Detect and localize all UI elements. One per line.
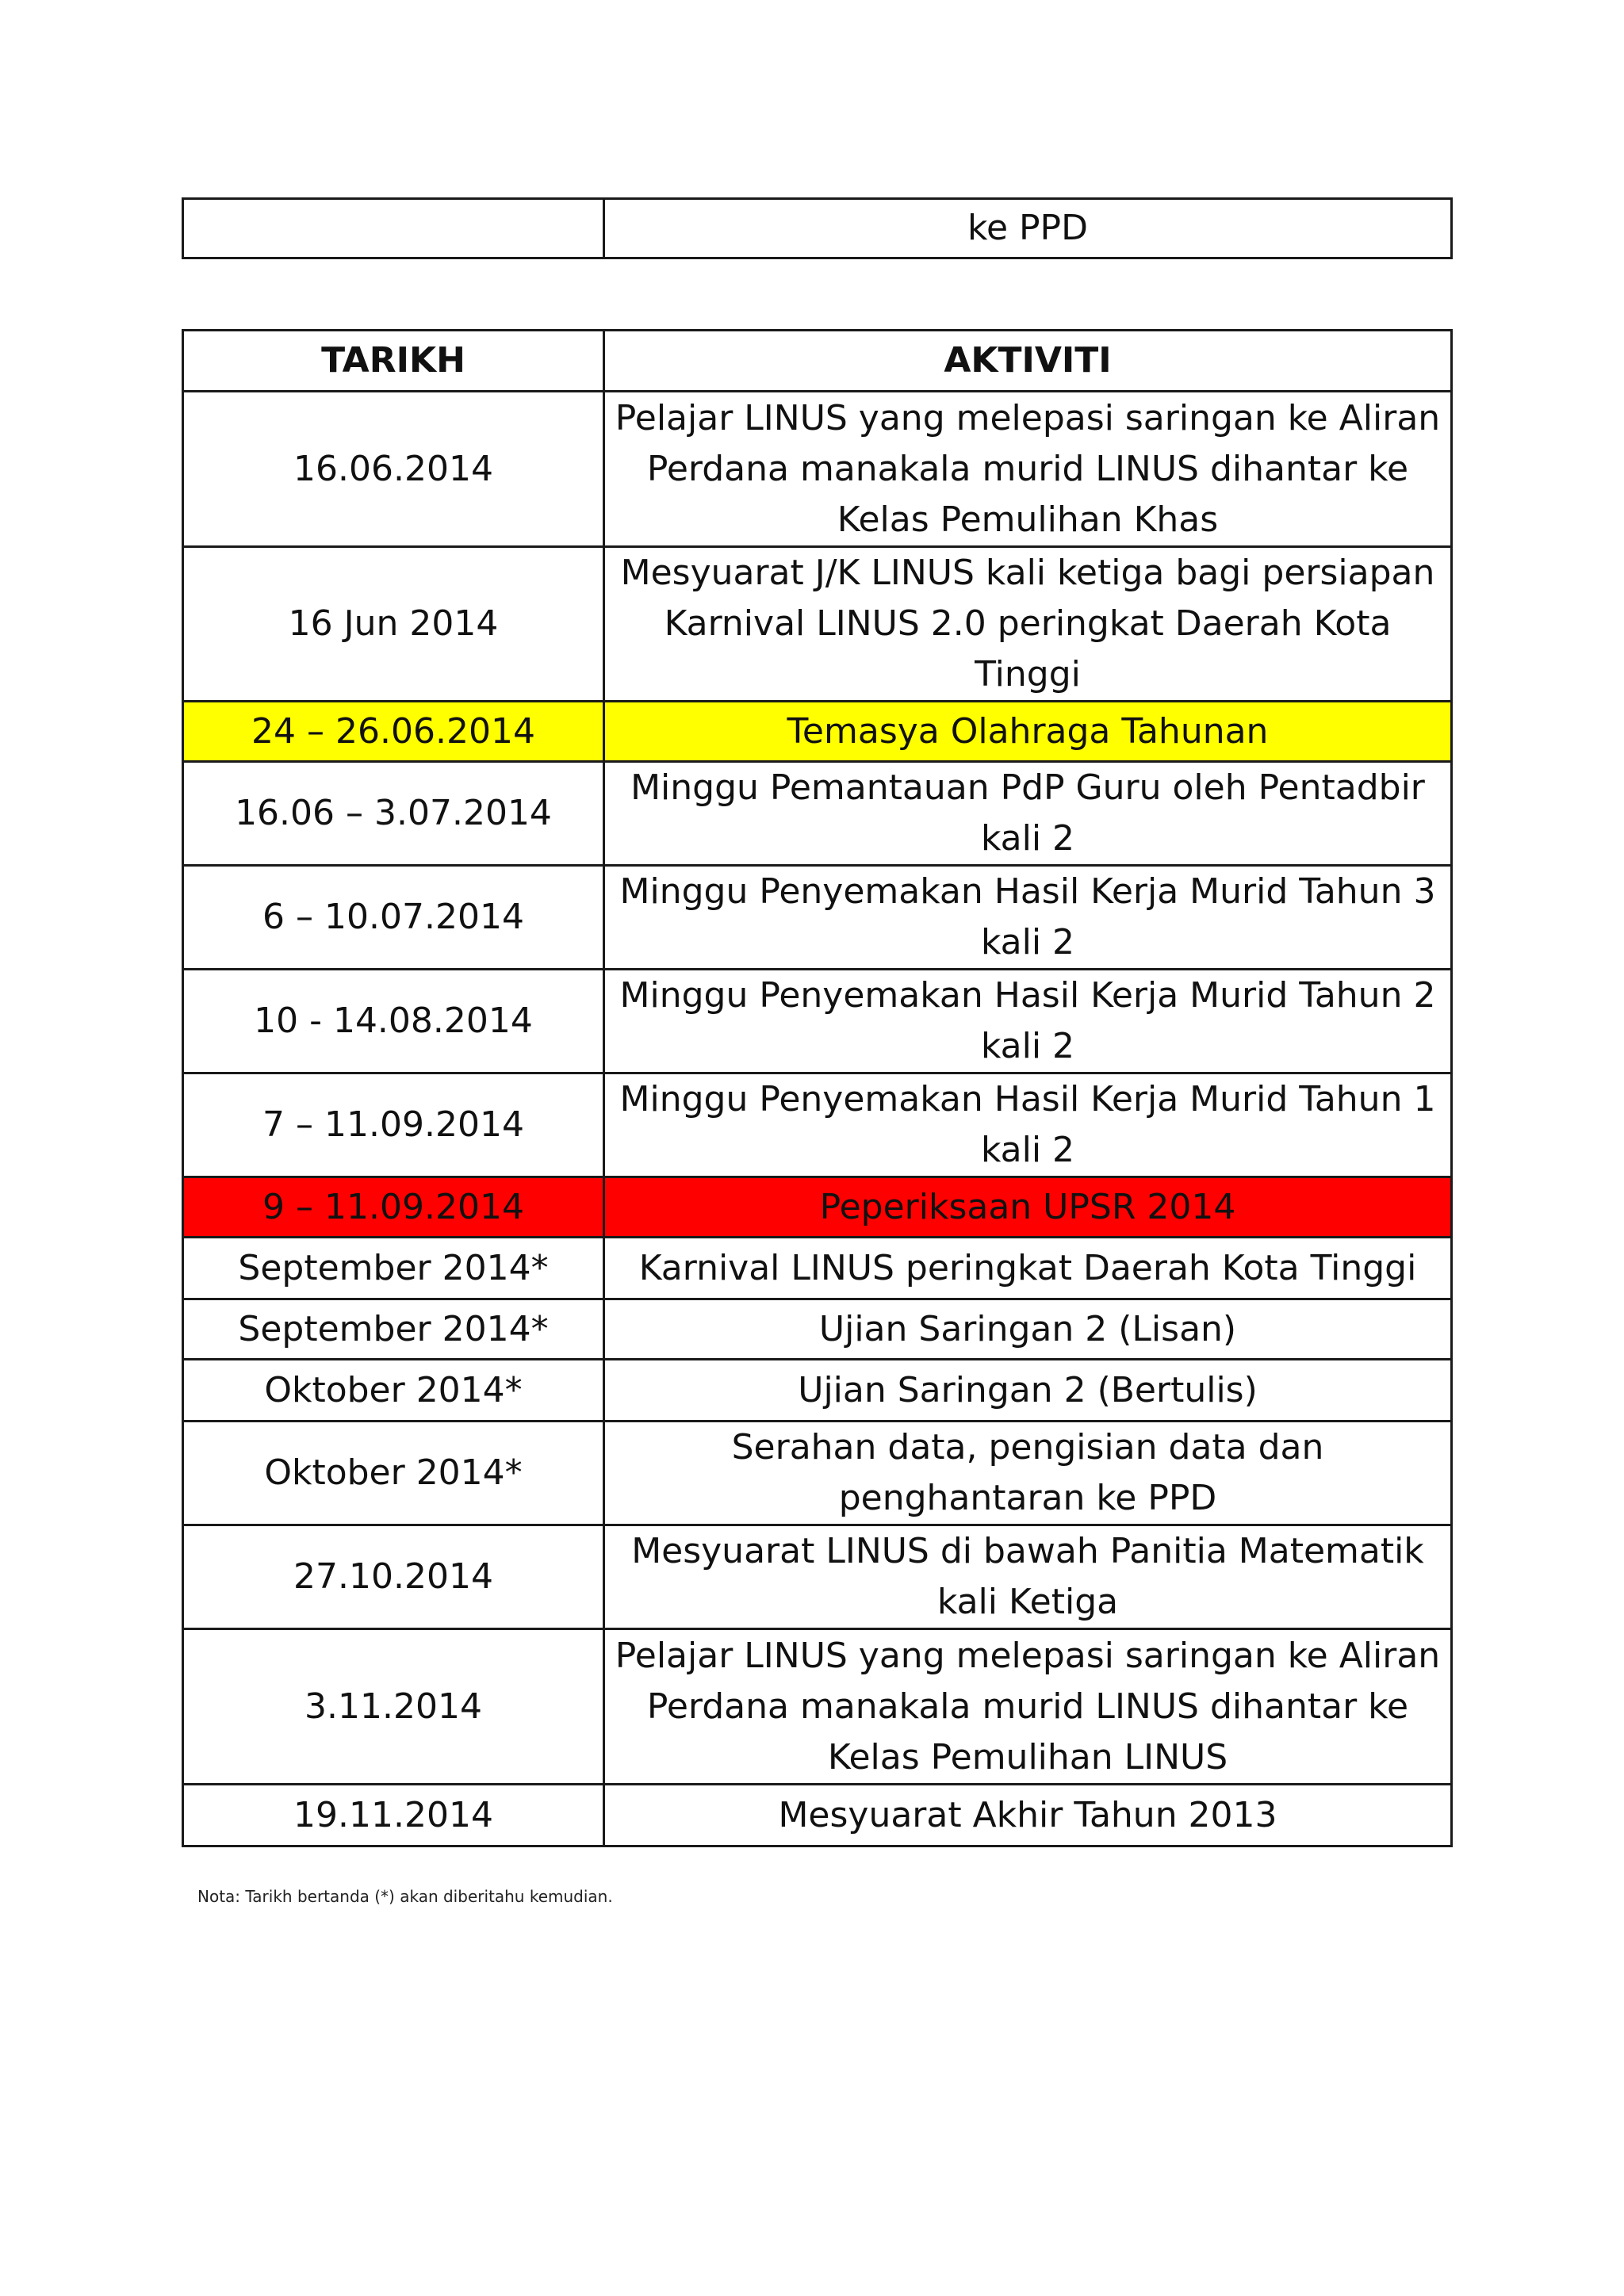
activity-cell: Minggu Pemantauan PdP Guru oleh Pentadbir kali 2 [604,762,1452,866]
table-row [183,547,1452,702]
activity-cell: Minggu Penyemakan Hasil Kerja Murid Tahun 2 kali 2 [604,970,1452,1073]
header-activity: AKTIVITI [604,331,1452,392]
activity-cell: Mesyuarat J/K LINUS kali ketiga bagi persiapan Karnival LINUS 2.0 peringkat Daerah Kota Tinggi [604,547,1452,702]
table-row [183,1525,1452,1629]
activity-cell: Mesyuarat LINUS di bawah Panitia Matematik kali Ketiga [604,1525,1452,1629]
activity-cell: Minggu Penyemakan Hasil Kerja Murid Tahun 1 kali 2 [604,1073,1452,1177]
date-cell: September 2014* [183,1238,604,1299]
date-cell: 3.11.2014 [183,1629,604,1785]
table-row [183,970,1452,1073]
date-cell: 16.06.2014 [183,392,604,547]
table-row [183,1299,1452,1360]
table-row-highlighted [183,1177,1452,1238]
activity-cell: Karnival LINUS peringkat Daerah Kota Tinggi [604,1238,1452,1299]
table-row [183,1360,1452,1422]
date-cell: 6 – 10.07.2014 [183,866,604,970]
table-row [183,762,1452,866]
activity-cell: Ujian Saringan 2 (Bertulis) [604,1360,1452,1422]
activity-cell: Mesyuarat Akhir Tahun 2013 [604,1785,1452,1846]
table-row [183,1238,1452,1299]
schedule-table [182,329,1453,1847]
activity-cell: Minggu Penyemakan Hasil Kerja Murid Tahun 3 kali 2 [604,866,1452,970]
activity-cell: Peperiksaan UPSR 2014 [604,1177,1452,1238]
date-cell: 16.06 – 3.07.2014 [183,762,604,866]
activity-cell: ke PPD [604,199,1452,258]
activity-cell: Pelajar LINUS yang melepasi saringan ke Aliran Perdana manakala murid LINUS dihantar ke Kelas Pemulihan LINUS [604,1629,1452,1785]
table-row [183,1629,1452,1785]
activity-cell: Serahan data, pengisian data dan penghantaran ke PPD [604,1422,1452,1525]
date-cell: 9 – 11.09.2014 [183,1177,604,1238]
date-cell: 16 Jun 2014 [183,547,604,702]
header-date: TARIKH [183,331,604,392]
activity-cell: Temasya Olahraga Tahunan [604,702,1452,762]
date-cell: September 2014* [183,1299,604,1360]
table-row [183,199,1452,258]
date-cell: Oktober 2014* [183,1422,604,1525]
date-cell: 10 - 14.08.2014 [183,970,604,1073]
date-cell: Oktober 2014* [183,1360,604,1422]
date-cell [183,199,604,258]
table-row [183,1073,1452,1177]
table-row [183,392,1452,547]
date-cell: 19.11.2014 [183,1785,604,1846]
continuation-table [182,197,1453,259]
table-row [183,1785,1452,1846]
activity-cell: Ujian Saringan 2 (Lisan) [604,1299,1452,1360]
table-row [183,1422,1452,1525]
table-header-row [183,331,1452,392]
date-cell: 24 – 26.06.2014 [183,702,604,762]
table-row [183,866,1452,970]
activity-cell: Pelajar LINUS yang melepasi saringan ke Aliran Perdana manakala murid LINUS dihantar ke Kelas Pemulihan Khas [604,392,1452,547]
table-row-highlighted [183,702,1452,762]
date-cell: 7 – 11.09.2014 [183,1073,604,1177]
footnote: Nota: Tarikh bertanda (*) akan diberitahu kemudian. [197,1887,613,1906]
date-cell: 27.10.2014 [183,1525,604,1629]
